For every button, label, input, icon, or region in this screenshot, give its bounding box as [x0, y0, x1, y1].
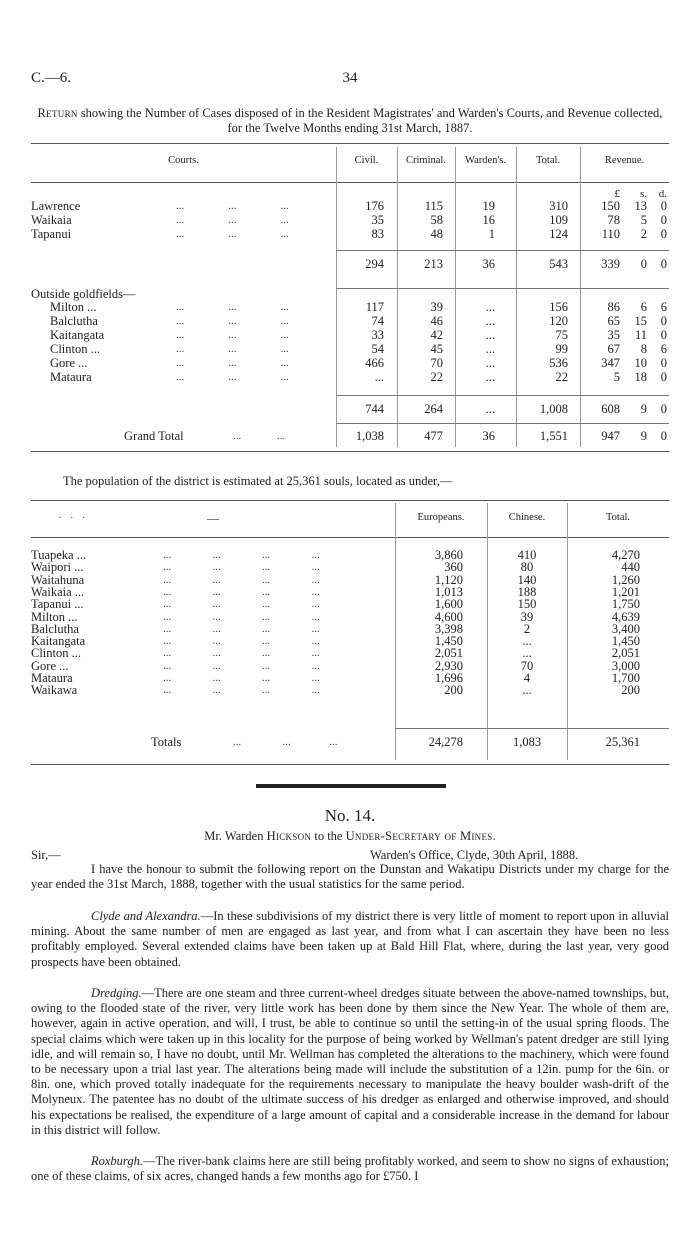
district-row-chinese: 2	[523, 621, 531, 636]
district-row-total: 3,400	[611, 621, 640, 636]
district-row-total: 4,270	[611, 548, 640, 562]
court-row-wardens: 1	[488, 227, 495, 241]
court-row-civil: ...	[374, 370, 384, 384]
court-row-s: 8	[640, 342, 647, 356]
grand-total-d: 0	[660, 429, 667, 443]
court-row-l: 78	[607, 213, 620, 227]
header-chinese: Chinese.	[508, 512, 546, 523]
court-row-s: 18	[634, 370, 647, 384]
court-row-criminal: 70	[430, 356, 443, 370]
table1-header-rule	[31, 182, 669, 183]
court-row-wardens: ...	[485, 356, 495, 370]
court-name: Gore ...	[50, 356, 88, 370]
district-row-europeans: 1,120	[434, 572, 463, 587]
header-wardens: Warden's.	[465, 155, 506, 166]
grand-total-s: 9	[640, 429, 647, 443]
court-row-criminal: 46	[430, 314, 443, 328]
section-separator	[256, 784, 446, 788]
district-row-chinese: 80	[520, 560, 534, 575]
court-name: Lawrence	[31, 199, 81, 213]
caption-text: showing the Number of Cases disposed of in the Resident Magistrates' and Warden's Courts, and Revenue collected, for the Twelve Months ending 31st March, 1887.	[77, 106, 663, 135]
court-row-d: 0	[660, 199, 667, 213]
court-name: Waikaia	[31, 213, 72, 227]
district-row-total: 1,750	[611, 597, 640, 612]
court-row-wardens: ...	[485, 342, 495, 356]
paragraph-dredging: Dredging.—There are one steam and three current-wheel dredges situate between the above-named townships, but, owing to the flooded state of the river, very little work has been done by them since the New Year. The whole of them are, however, again in active operation, and will, I trust, be able to continue so until the setting-in of the usual spring floods. The special claims which were taken up in this locality for the purpose of being worked by Wellman's patent dredger are still lying idle, and will remain so, I have no doubt, until Mr. Wellman has completed the alterations to the machinery, which were found to be necessary upon a trial last year. The alterations being made will include the substitution of a 12in. pump for the 6in. or 8in. one, which proved totally inadequate for the requirements necessary to manipulate the heavy boulder wash-drift of the Molyneux. The patentee has no doubt of the ultimate success of his dredger as enlarged and otherwise improved, and should his expectations be realised, the expenditure of a large amount of capital and a considerable increase in the demand for labour in this district will follow.	[31, 986, 669, 1137]
district-name: Gore ...	[31, 658, 69, 673]
court-row-total: 120	[549, 314, 568, 328]
district-row-chinese: 150	[517, 597, 537, 612]
court-row-total: 124	[549, 227, 568, 241]
court-row-d: 0	[660, 314, 667, 328]
court-row-wardens: 16	[482, 213, 495, 227]
report-address: Mr. Warden Hickson to the Under-Secretary of Mines.	[204, 829, 496, 843]
court-row-d: 0	[660, 227, 667, 241]
court-name: Clinton ...	[50, 342, 101, 356]
court-row-l: 110	[601, 227, 620, 241]
district-row-europeans: 1,013	[434, 584, 463, 599]
grand-total-civil: 1,038	[355, 429, 384, 443]
table1-caption	[31, 106, 669, 136]
court-row-criminal: 45	[430, 342, 443, 356]
subtotal1-l: 339	[601, 257, 620, 271]
district-name: Waitahuna	[31, 572, 85, 587]
subtotal1-wardens: 36	[482, 257, 495, 271]
court-row-s: 11	[634, 328, 647, 342]
district-row-chinese: ...	[522, 634, 532, 649]
district-name: Kaitangata	[31, 634, 86, 649]
court-row-wardens: 19	[482, 199, 495, 213]
population-totals-europeans: 24,278	[428, 735, 463, 749]
court-row-total: 75	[555, 328, 568, 342]
court-row-l: 150	[601, 199, 620, 213]
court-row-total: 310	[549, 199, 568, 213]
court-row-total: 536	[549, 356, 568, 370]
district-row-europeans: 1,600	[434, 597, 463, 612]
district-row-chinese: 410	[517, 548, 537, 562]
district-row-europeans: 3,860	[434, 548, 463, 562]
grand-total-l: 947	[601, 429, 620, 443]
court-row-d: 6	[660, 300, 667, 314]
district-name: Clinton ...	[31, 646, 82, 661]
district-name: Milton ...	[31, 609, 78, 624]
district-row-chinese: 70	[520, 658, 534, 673]
subtotal1-civil: 294	[365, 257, 384, 271]
court-row-civil: 466	[365, 356, 384, 370]
caption-return: Return	[37, 106, 78, 120]
header-civil: Civil.	[354, 155, 379, 166]
district-row-europeans: 4,600	[434, 609, 463, 624]
header-total: Total.	[535, 155, 561, 166]
court-row-criminal: 48	[430, 227, 443, 241]
court-name: Milton ...	[50, 300, 97, 314]
subtotal2-wardens: ...	[485, 402, 495, 416]
population-totals-total: 25,361	[605, 735, 640, 749]
court-row-total: 22	[555, 370, 568, 384]
court-row-civil: 117	[365, 300, 384, 314]
district-row-europeans: 1,450	[434, 634, 463, 649]
totals-label: Totals	[151, 735, 182, 749]
header-courts: Courts.	[168, 155, 199, 166]
subtotal2-l: 608	[601, 402, 620, 416]
header-district: —	[207, 511, 219, 525]
court-row-criminal: 115	[424, 199, 443, 213]
subtotal1-total: 543	[549, 257, 568, 271]
district-row-europeans: 1,696	[434, 671, 463, 685]
district-name: Balclutha	[31, 621, 79, 636]
court-name: Mataura	[50, 370, 92, 384]
district-row-total: 1,260	[611, 572, 640, 587]
court-row-civil: 176	[365, 199, 384, 213]
grand-total-total: 1,551	[539, 429, 568, 443]
court-row-wardens: ...	[485, 314, 495, 328]
table2-header-rule	[31, 537, 669, 538]
grand-total-criminal: 477	[424, 429, 443, 443]
subtotal2-d: 0	[660, 402, 667, 416]
district-row-total: 200	[621, 683, 640, 698]
court-row-s: 10	[634, 356, 647, 370]
grand-total-label: Grand Total	[124, 429, 184, 443]
grand-total-wardens: 36	[482, 429, 495, 443]
court-row-s: 6	[640, 300, 647, 314]
court-row-s: 2	[640, 227, 647, 241]
court-row-d: 0	[660, 356, 667, 370]
table1-top-rule	[31, 143, 669, 144]
paragraph-clyde: Clyde and Alexandra.—In these subdivisions of my district there is very little of moment to report upon in alluvial mining. About the same number of men are engaged as last year, and from what I can ascertain they have been no less profitably employed. Several extended claims have been taken up at Bald Hill Flat, where, during the last year, very good prospects have been obtained.	[31, 909, 669, 969]
district-row-chinese: 188	[517, 584, 537, 599]
office-date: Warden's Office, Clyde, 30th April, 1888.	[370, 848, 579, 862]
court-row-civil: 35	[371, 213, 384, 227]
unit-pence: d.	[658, 188, 667, 200]
table2-bottom-rule	[31, 764, 669, 765]
court-row-civil: 54	[371, 342, 384, 356]
court-row-criminal: 42	[430, 328, 443, 342]
population-intro: The population of the district is estimated at 25,361 souls, located as under,—	[63, 474, 453, 488]
court-row-wardens: ...	[485, 370, 495, 384]
subtotal2-s: 9	[640, 402, 647, 416]
court-row-wardens: ...	[485, 328, 495, 342]
court-row-total: 156	[549, 300, 568, 314]
court-name: Balclutha	[50, 314, 98, 328]
subtotal2-total: 1,008	[539, 402, 568, 416]
court-row-d: 6	[660, 342, 667, 356]
table1-bottom-rule	[31, 451, 669, 452]
header-pop-total: Total.	[605, 512, 631, 523]
district-name: Waikawa	[31, 683, 78, 698]
district-row-europeans: 2,930	[434, 658, 463, 673]
court-row-wardens: ...	[485, 300, 495, 314]
document-reference: C.—6.	[31, 70, 72, 86]
page-number: 34	[342, 70, 358, 86]
district-row-total: 2,051	[611, 646, 640, 661]
report-intro: I have the honour to submit the following report on the Dunstan and Wakatipu Districts under my charge for the year ended the 31st March, 1888, together with the usual statistics for the same period.	[31, 862, 669, 892]
court-row-l: 347	[601, 356, 620, 370]
district-row-total: 3,000	[611, 658, 640, 673]
report-number: No. 14.	[324, 806, 376, 825]
court-row-d: 0	[660, 370, 667, 384]
district-row-europeans: 2,051	[434, 646, 463, 661]
court-row-civil: 33	[371, 328, 384, 342]
court-row-l: 65	[607, 314, 620, 328]
court-name: Tapanui	[31, 227, 72, 241]
court-row-s: 15	[634, 314, 647, 328]
subtotal2-civil: 744	[365, 402, 384, 416]
subtotal1-d: 0	[660, 257, 667, 271]
header-europeans: Europeans.	[417, 512, 465, 523]
court-row-total: 99	[555, 342, 568, 356]
district-row-total: 1,450	[611, 634, 640, 649]
district-row-chinese: 140	[517, 572, 537, 587]
district-name: Tapanui ...	[31, 597, 84, 612]
court-row-d: 0	[660, 328, 667, 342]
court-row-l: 35	[607, 328, 620, 342]
district-row-total: 4,639	[611, 609, 640, 624]
district-row-europeans: 200	[444, 683, 463, 698]
court-row-criminal: 39	[430, 300, 443, 314]
court-name: Kaitangata	[50, 328, 105, 342]
paragraph-roxburgh: Roxburgh.—The river-bank claims here are still being profitably worked, and seem to show no signs of exhaustion; one of these claims, of six acres, changed hands a few months ago for £750. I	[31, 1154, 669, 1184]
table2-top-rule	[31, 500, 669, 501]
court-row-l: 67	[607, 342, 620, 356]
district-row-europeans: 3,398	[434, 621, 463, 636]
court-row-l: 5	[613, 370, 620, 384]
district-row-total: 1,700	[611, 671, 640, 685]
district-row-europeans: 360	[444, 560, 463, 575]
salutation: Sir,—	[31, 848, 61, 862]
district-name: Waikaia ...	[31, 584, 85, 599]
subtotal1-s: 0	[640, 257, 647, 271]
subtotal1-criminal: 213	[424, 257, 443, 271]
court-row-civil: 83	[371, 227, 384, 241]
district-row-total: 1,201	[611, 584, 640, 599]
header-criminal: Criminal.	[406, 155, 446, 166]
unit-pounds: £	[614, 188, 620, 200]
court-row-criminal: 58	[430, 213, 443, 227]
court-row-d: 0	[660, 213, 667, 227]
court-row-civil: 74	[371, 314, 384, 328]
court-row-criminal: 22	[430, 370, 443, 384]
header-revenue: Revenue.	[604, 155, 645, 166]
district-row-chinese: ...	[522, 683, 532, 698]
unit-shillings: s.	[639, 188, 647, 200]
court-row-s: 5	[640, 213, 647, 227]
population-totals-chinese: 1,083	[512, 735, 542, 749]
district-row-chinese: 39	[520, 609, 534, 624]
district-name: Waipori ...	[31, 560, 84, 575]
district-row-chinese: 4	[523, 671, 531, 685]
subtotal2-criminal: 264	[424, 402, 443, 416]
court-row-l: 86	[607, 300, 620, 314]
district-name: Tuapeka ...	[31, 548, 87, 562]
district-row-total: 440	[621, 560, 640, 575]
outside-goldfields-label: Outside goldfields—	[31, 287, 136, 301]
district-name: Mataura	[31, 671, 73, 685]
court-row-s: 13	[634, 199, 647, 213]
court-row-total: 109	[549, 213, 568, 227]
district-row-chinese: ...	[522, 646, 532, 661]
